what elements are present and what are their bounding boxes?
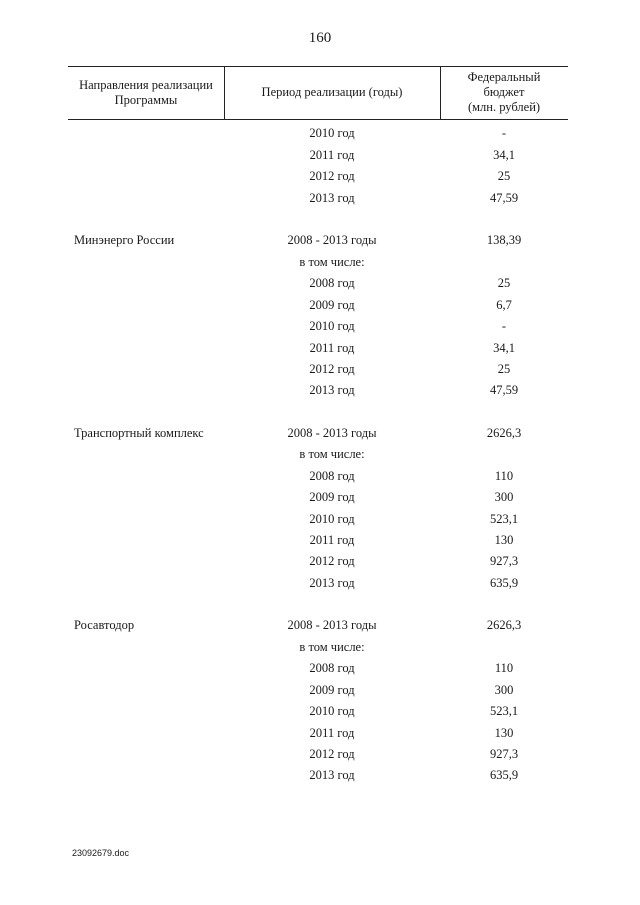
cell-period: 2008 год — [309, 661, 355, 675]
cell-period: 2010 год — [309, 704, 355, 718]
table-row — [0, 659, 640, 680]
cell-budget: 110 — [494, 469, 514, 483]
cell-direction: Росавтодор — [74, 618, 135, 632]
cell-budget: 927,3 — [489, 554, 519, 568]
cell-period: 2008 год — [309, 469, 355, 483]
cell-period: 2012 год — [309, 554, 355, 568]
table-row — [0, 488, 640, 509]
cell-period: 2011 год — [309, 148, 355, 162]
cell-budget: 47,59 — [489, 191, 519, 205]
cell-direction: Минэнерго России — [74, 233, 175, 247]
cell-budget: 25 — [497, 362, 511, 376]
cell-period: 2009 год — [309, 683, 355, 697]
cell-period: в том числе: — [299, 447, 365, 461]
cell-budget: 130 — [494, 533, 514, 547]
cell-budget: 25 — [497, 169, 511, 183]
table-row — [0, 189, 640, 210]
table-row — [0, 552, 640, 573]
table-row — [0, 467, 640, 488]
cell-period: 2013 год — [309, 383, 355, 397]
table-row — [0, 745, 640, 766]
cell-period: 2012 год — [309, 169, 355, 183]
header-direction: Направления реализации Программы — [79, 77, 213, 107]
cell-budget: 6,7 — [496, 298, 512, 312]
footer-doc-name: 23092679.doc — [72, 848, 130, 858]
cell-budget: 34,1 — [493, 148, 515, 162]
cell-period: 2010 год — [309, 512, 355, 526]
table-row — [0, 274, 640, 295]
table-row — [0, 638, 640, 659]
table-row — [0, 231, 640, 252]
table-row — [0, 574, 640, 595]
cell-period: 2010 год — [309, 126, 355, 140]
table-row — [0, 317, 640, 338]
cell-period: 2008 год — [309, 276, 355, 290]
table-row — [0, 124, 640, 145]
table-row — [0, 296, 640, 317]
cell-period: 2010 год — [309, 319, 355, 333]
table-row — [0, 146, 640, 167]
cell-period: 2008 - 2013 годы — [287, 618, 377, 632]
table-row — [0, 702, 640, 723]
table-row — [0, 360, 640, 381]
table-row — [0, 510, 640, 531]
header-budget: Федеральный бюджет (млн. рублей) — [467, 70, 541, 114]
table-row — [0, 766, 640, 787]
cell-budget: 927,3 — [489, 747, 519, 761]
cell-budget: 130 — [494, 726, 514, 740]
table-row — [0, 424, 640, 445]
cell-period: 2011 год — [309, 726, 355, 740]
table-row — [0, 681, 640, 702]
cell-period: 2009 год — [309, 490, 355, 504]
cell-budget: - — [501, 319, 507, 333]
table-row — [0, 724, 640, 745]
cell-budget: 2626,3 — [486, 618, 522, 632]
table-row — [0, 253, 640, 274]
cell-period: 2011 год — [309, 533, 355, 547]
cell-budget: 47,59 — [489, 383, 519, 397]
cell-budget: 34,1 — [493, 341, 515, 355]
table-row — [0, 616, 640, 637]
table-row — [0, 445, 640, 466]
cell-period: 2013 год — [309, 191, 355, 205]
cell-period: 2012 год — [309, 747, 355, 761]
cell-budget: 138,39 — [486, 233, 522, 247]
cell-budget: 635,9 — [489, 768, 519, 782]
header-period: Период реализации (годы) — [261, 85, 403, 99]
cell-budget: 523,1 — [489, 704, 519, 718]
cell-budget: - — [501, 126, 507, 140]
cell-period: 2008 - 2013 годы — [287, 233, 377, 247]
cell-period: 2011 год — [309, 341, 355, 355]
cell-budget: 300 — [494, 683, 514, 697]
table-header-bottom-rule — [68, 119, 568, 120]
cell-budget: 300 — [494, 490, 514, 504]
page-number: 160 — [308, 30, 332, 46]
table-row — [0, 167, 640, 188]
table-row — [0, 531, 640, 552]
table-row — [0, 381, 640, 402]
cell-period: 2008 - 2013 годы — [287, 426, 377, 440]
cell-direction: Транспортный комплекс — [74, 426, 204, 440]
cell-period: 2013 год — [309, 576, 355, 590]
table-row — [0, 339, 640, 360]
cell-period: 2009 год — [309, 298, 355, 312]
cell-budget: 2626,3 — [486, 426, 522, 440]
cell-budget: 635,9 — [489, 576, 519, 590]
cell-budget: 110 — [494, 661, 514, 675]
cell-period: 2012 год — [309, 362, 355, 376]
cell-period: 2013 год — [309, 768, 355, 782]
cell-period: в том числе: — [299, 255, 365, 269]
cell-budget: 523,1 — [489, 512, 519, 526]
cell-budget: 25 — [497, 276, 511, 290]
cell-period: в том числе: — [299, 640, 365, 654]
